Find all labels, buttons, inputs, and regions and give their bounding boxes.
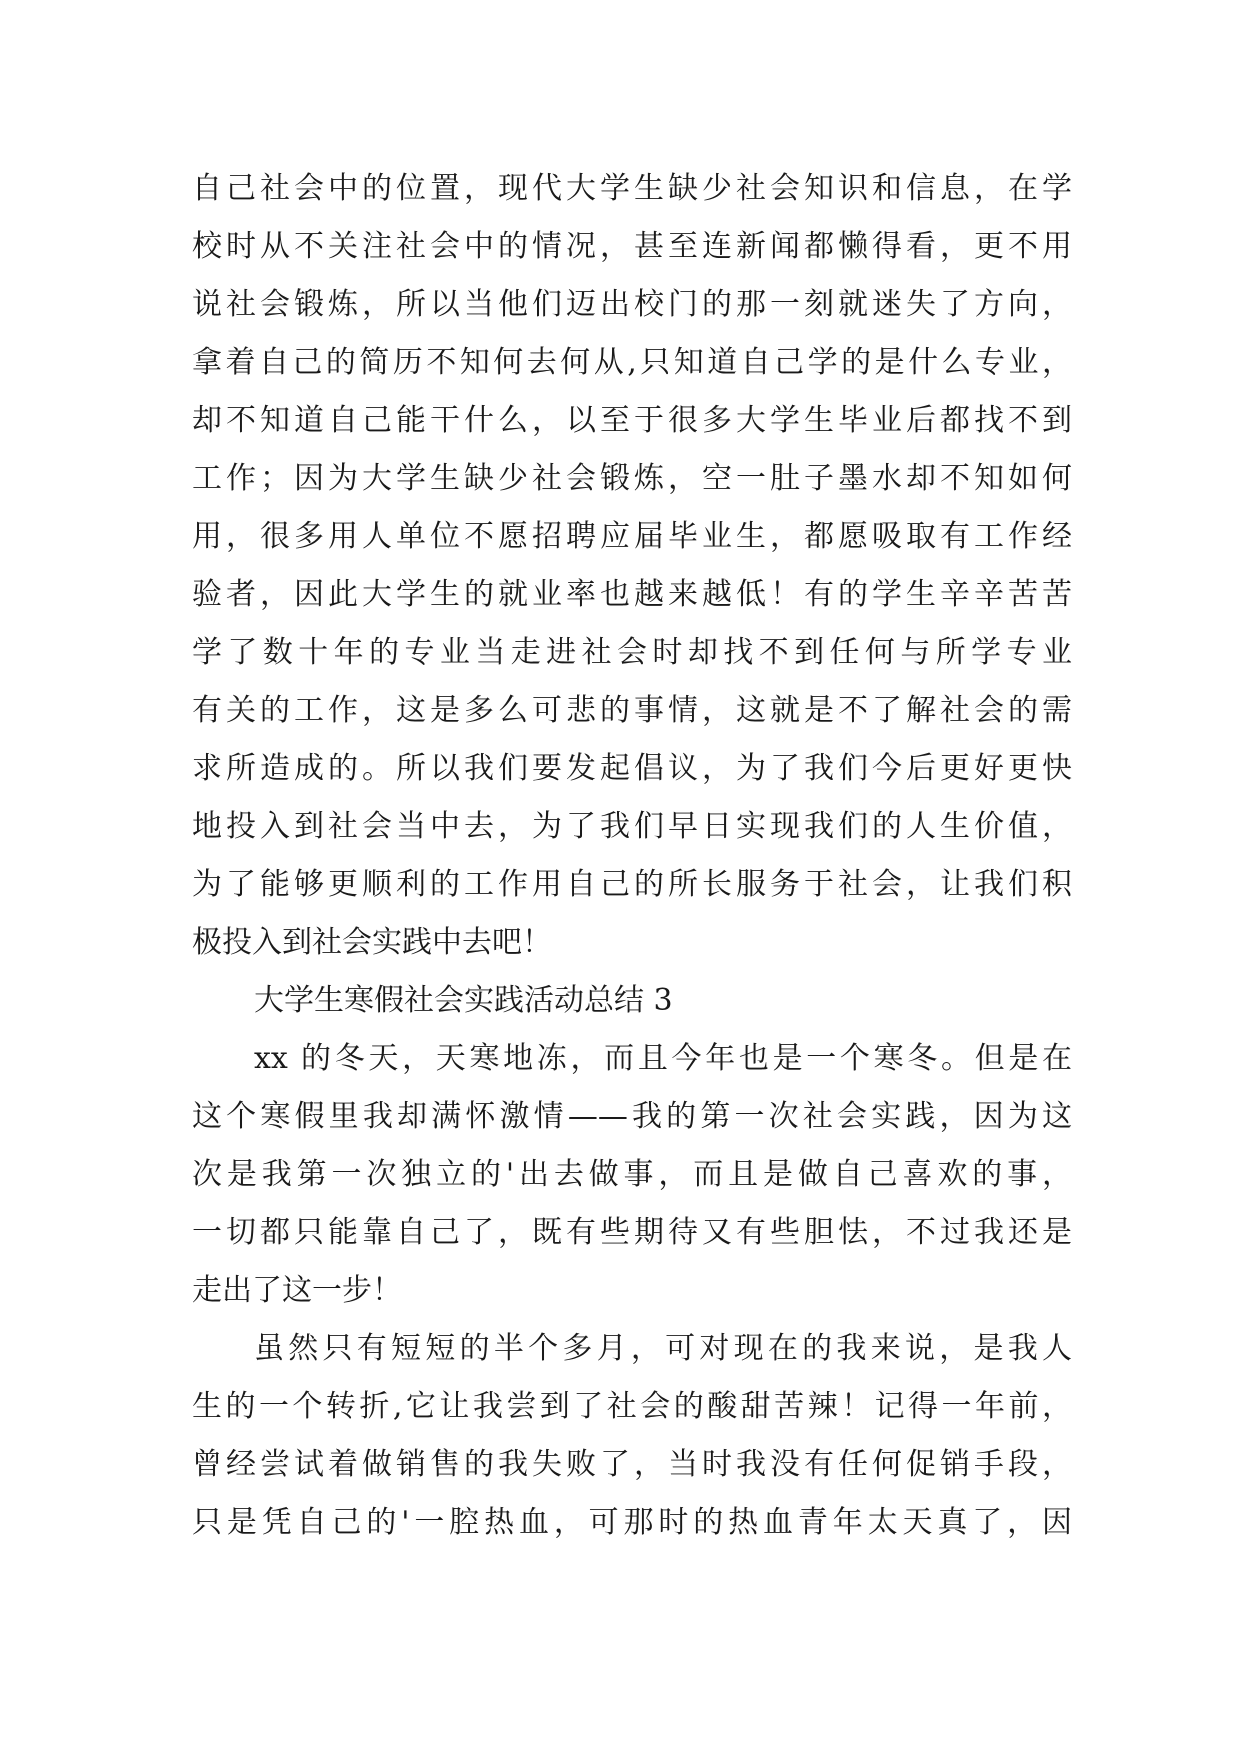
- text-line: 自己社会中的位置，现代大学生缺少社会知识和信息，在学: [192, 171, 1072, 206]
- text-line: 用，很多用人单位不愿招聘应届毕业生，都愿吸取有工作经: [192, 519, 1072, 554]
- text-line: 这个寒假里我却满怀激情——我的第一次社会实践，因为这: [192, 1099, 1072, 1134]
- text-line: 只是凭自己的'一腔热血，可那时的热血青年太天真了，因: [192, 1505, 1072, 1540]
- document-body: [192, 160, 1072, 1552]
- text-line: 次是我第一次独立的'出去做事，而且是做自己喜欢的事，: [192, 1157, 1072, 1192]
- text-line: 地投入到社会当中去，为了我们早日实现我们的人生价值，: [192, 809, 1072, 844]
- text-line: 极投入到社会实践中去吧！: [192, 925, 552, 960]
- text-line: 校时从不关注社会中的情况，甚至连新闻都懒得看，更不用: [192, 229, 1072, 264]
- text-line: 说社会锻炼，所以当他们迈出校门的那一刻就迷失了方向，: [192, 287, 1072, 322]
- text-line: 验者，因此大学生的就业率也越来越低！有的学生辛辛苦苦: [192, 577, 1072, 612]
- text-line: xx 的冬天，天寒地冻，而且今年也是一个寒冬。但是在: [254, 1041, 1072, 1076]
- text-line: 却不知道自己能干什么，以至于很多大学生毕业后都找不到: [192, 403, 1072, 438]
- text-line: 为了能够更顺利的工作用自己的所长服务于社会，让我们积: [192, 867, 1072, 902]
- text-line: 工作；因为大学生缺少社会锻炼，空一肚子墨水却不知如何: [192, 461, 1072, 496]
- paragraph-2: [192, 1030, 1072, 1320]
- text-line: 学了数十年的专业当走进社会时却找不到任何与所学专业: [192, 635, 1072, 670]
- text-line: 拿着自己的简历不知何去何从,只知道自己学的是什么专业，: [192, 345, 1072, 380]
- text-line: 有关的工作，这是多么可悲的事情，这就是不了解社会的需: [192, 693, 1072, 728]
- paragraph-1: [192, 160, 1072, 972]
- text-line: 求所造成的。所以我们要发起倡议，为了我们今后更好更快: [192, 751, 1072, 786]
- text-line: 虽然只有短短的半个多月，可对现在的我来说，是我人: [254, 1331, 1072, 1366]
- text-line: 一切都只能靠自己了，既有些期待又有些胆怯，不过我还是: [192, 1215, 1072, 1250]
- text-line: 曾经尝试着做销售的我失败了，当时我没有任何促销手段，: [192, 1447, 1072, 1482]
- section-title: 大学生寒假社会实践活动总结 3: [254, 983, 673, 1018]
- text-line: 走出了这一步！: [192, 1273, 402, 1308]
- paragraph-3: [192, 1320, 1072, 1552]
- text-line: 生的一个转折,它让我尝到了社会的酸甜苦辣！记得一年前，: [192, 1389, 1072, 1424]
